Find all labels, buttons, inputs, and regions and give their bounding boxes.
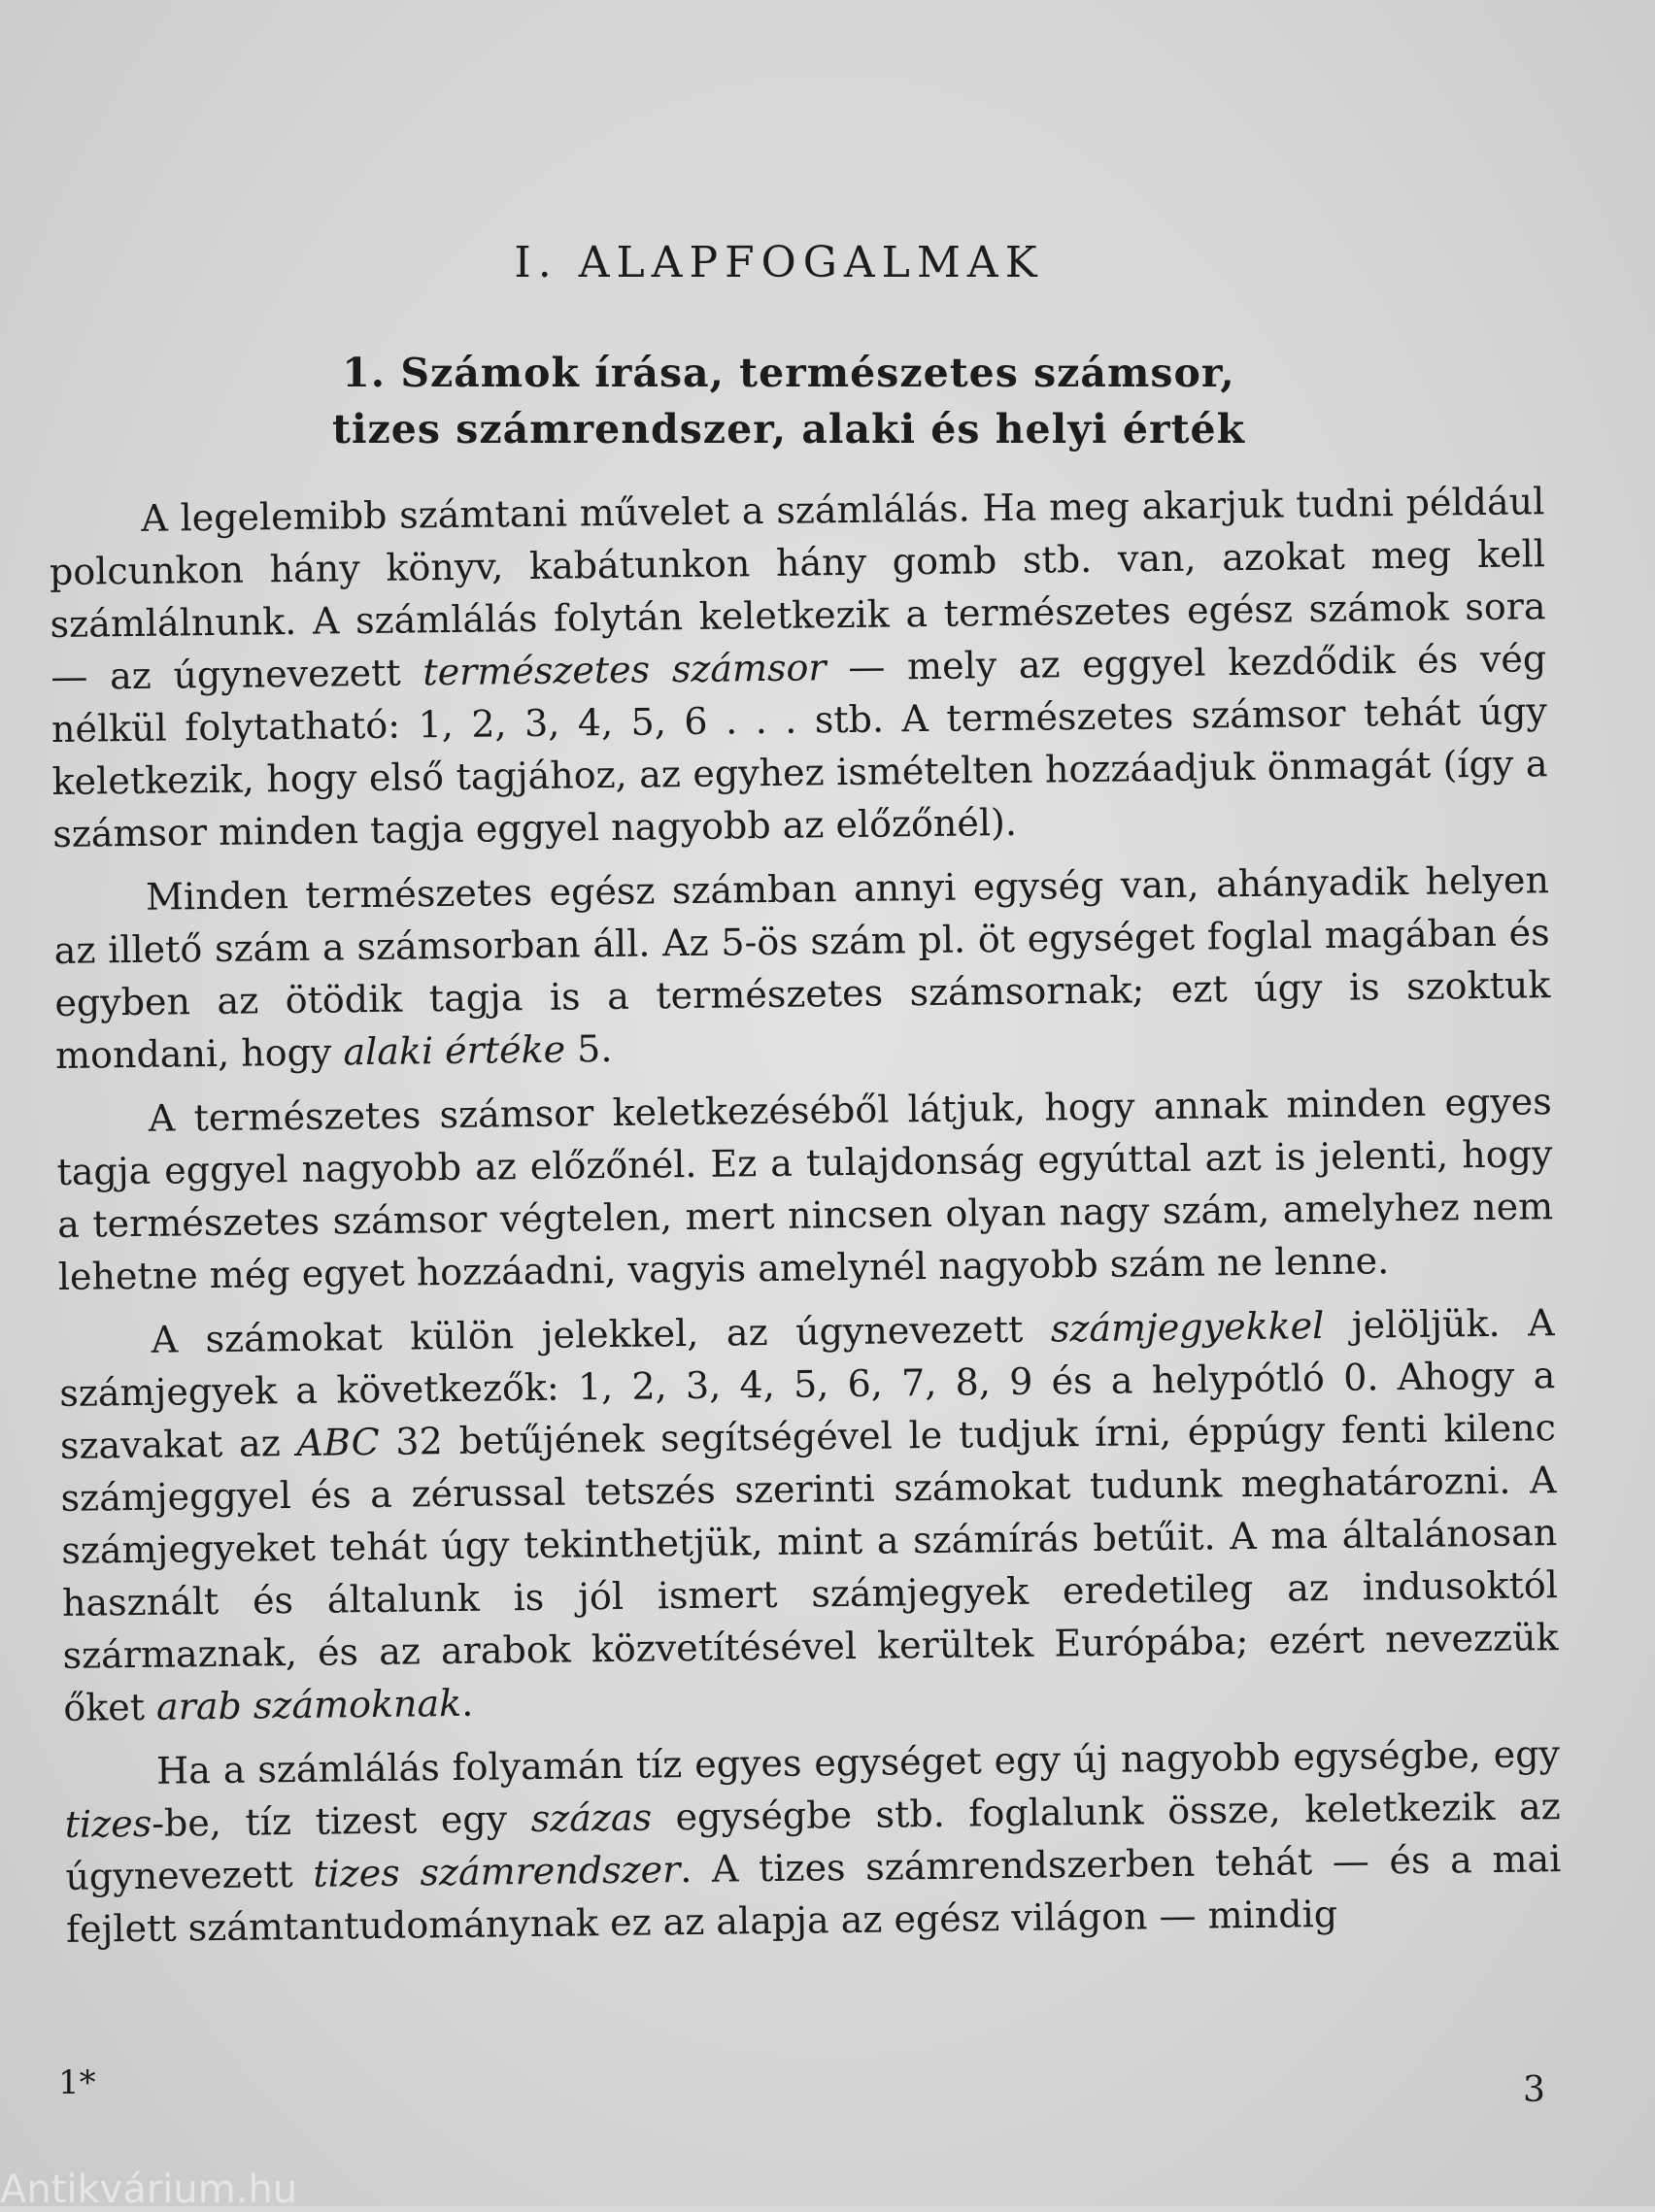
text-run: A számokat külön jelekkel, az úgynevezett	[151, 1307, 1052, 1361]
paragraph	[64, 1727, 1563, 1956]
text-run: -be, tíz tizest egy	[151, 1797, 531, 1845]
emphasized-term: természetes számsor	[422, 646, 827, 694]
paragraph	[58, 1296, 1559, 1734]
text-run: Ha a számlálás folyamán tíz egyes egységet egy új nagyobb egységbe, egy	[155, 1732, 1561, 1793]
emphasized-term: alaki értéke	[343, 1027, 566, 1074]
text-run: . A tizes számrendszerben tehát — és a mai fejlett számtantudománynak ez az alapja az egész világon — mindig	[65, 1837, 1562, 1951]
body-text	[49, 475, 1562, 1967]
text-run: — mely az eggyel kezdődik és vég nélkül folytatható: 1, 2, 3, 4, 5, 6 . . . stb. A természetes számsor tehát úgy keletkezik, hogy első tagjához, az egyhez ismételten hozzáadjuk önmagát (így a számsor minden tagja eggyel nagyobb az előzőnél).	[51, 637, 1548, 855]
section-title	[0, 345, 1655, 457]
text-run: jelöljük. A számjegyek a következők: 1, 2, 3, 4, 5, 6, 7, 8, 9 és a helypótló 0. Ahogy a szavakat az	[59, 1301, 1556, 1467]
signature-mark: 1*	[58, 2063, 96, 2102]
emphasized-term: százas	[530, 1795, 653, 1841]
emphasized-term: tizes számrendszer	[313, 1848, 681, 1895]
text-run: 5.	[564, 1026, 613, 1071]
section-title-line-1: 1. Számok írása, természetes számsor,	[342, 350, 1235, 396]
text-run: Minden természetes egész számban annyi egység van, ahányadik helyen az illető szám a számsorban áll. Az 5-ös szám pl. öt egységet foglal magában és egyben az ötödik tagja is a természetes számsornak; ezt úgy is szoktuk mondani, hogy	[53, 858, 1551, 1077]
section-title-line-2: tizes számrendszer, alaki és helyi érték	[332, 406, 1245, 452]
chapter-title: I. ALAPFOGALMAK	[514, 238, 1044, 287]
emphasized-term: tizes	[64, 1801, 152, 1846]
emphasized-term: ABC	[296, 1420, 380, 1464]
paragraph	[53, 854, 1552, 1082]
text-run: A legelemibb számtani művelet a számlálás. Ha meg akarjuk tudni például polcunkon hány könyv, kabátunkon hány gomb stb. van, azokat meg kell számlálnunk. A számlálás folytán keletkezik a természetes egész számok sora — az úgynevezett	[49, 480, 1546, 698]
emphasized-term: arab számoknak	[155, 1681, 462, 1728]
page-number: 3	[1523, 2070, 1545, 2110]
text-run: .	[460, 1681, 474, 1725]
text-run: egységbe stb. foglalunk össze, keletkezik az úgynevezett	[65, 1785, 1561, 1898]
emphasized-term: számjegyekkel	[1050, 1304, 1325, 1351]
text-run: 32 betűjének segítségével le tudjuk írni, éppúgy fenti kilenc számjeggyel és a zérussal tetszés szerinti számokat tudunk meghatározni. A számjegyeket tehát úgy tekinthetjük, mint a számírás betűit. A ma általánosan használt és általunk is jól ismert számjegyek eredetileg az indusoktól származnak, és az arabok közvetítésével kerültek Európába; ezért nevezzük őket	[60, 1406, 1559, 1729]
paragraph	[49, 475, 1549, 860]
text-run: A természetes számsor keletkezéséből látjuk, hogy annak minden egyes tagja eggyel nagyobb az előzőnél. Ez a tulajdonság egyúttal azt is jelenti, hogy a természetes számsor végtelen, mert nincsen olyan nagy szám, amelyhez nem lehetne még egyet hozzáadni, vagyis amelynél nagyobb szám ne lenne.	[56, 1080, 1554, 1298]
watermark: Antikvárium.hu	[0, 2167, 298, 2212]
paragraph	[56, 1075, 1555, 1303]
